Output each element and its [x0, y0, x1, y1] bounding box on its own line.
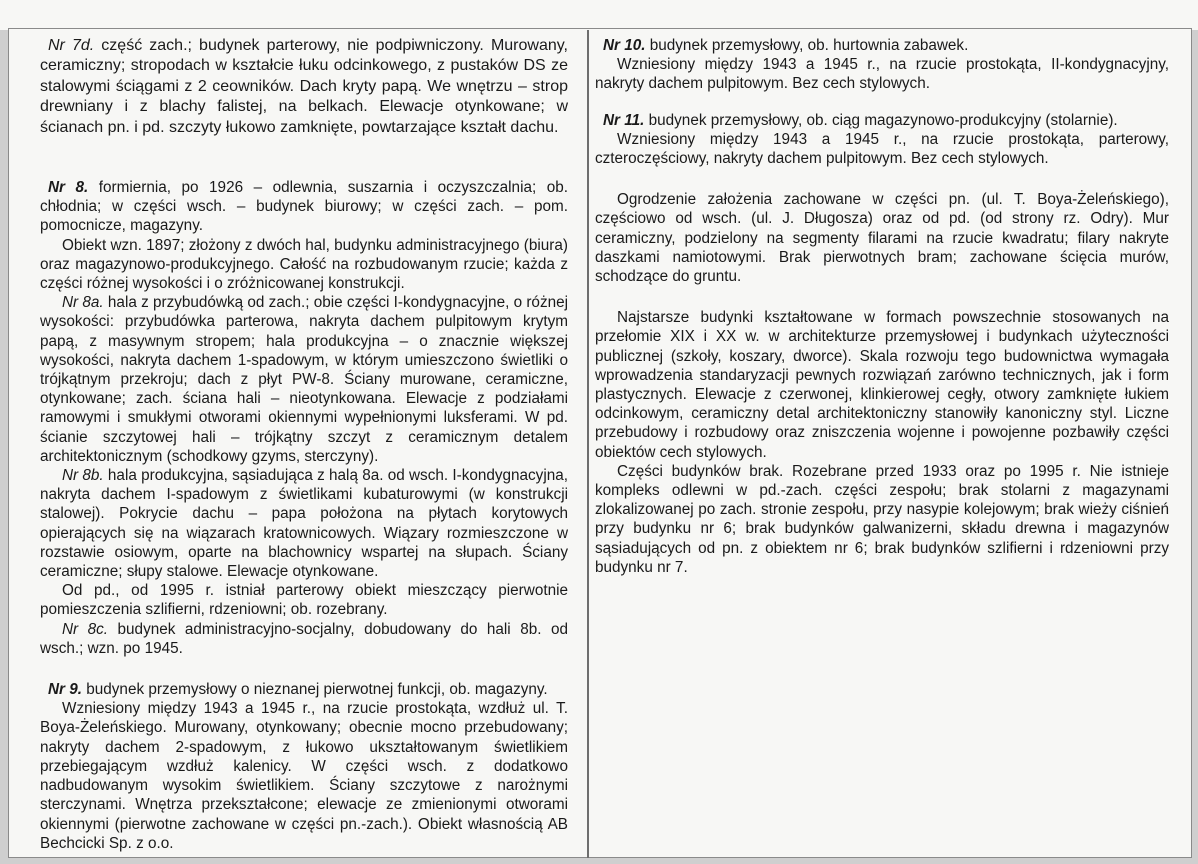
entry-nr10-desc: Wzniesiony między 1943 a 1945 r., na rzucie prostokąta, II-kondygnacyjny, nakryty dachem pulpitowym. Bez cech stylowych.: [595, 56, 1169, 93]
entry-text: hala produkcyjna, sąsiadująca z halą 8a. od wsch. I-kondygnacyjna, nakryta dachem I-spadowym z świetlikami kubaturowymi (w konstrukcji stalowej). Pokrycie dachu – papa położona na płytach korytowych opierających się na wiązarach kratownicowych. Wiązary rozmieszczone w rozstawie osiowym, oparte na blachownicy wspartej na słupach. Ściany ceramiczne; słupy stalowe. Elewacje otynkowane.: [40, 467, 568, 581]
entry-label: Nr 9.: [48, 681, 83, 699]
entry-label: Nr 8b.: [62, 467, 104, 485]
entry-nr8c: [40, 620, 568, 658]
entry-nr8b: [40, 466, 568, 581]
entry-text: hala z przybudówką od zach.; obie części I-kondygnacyjne, o różnej wysokości: przybudówka parterowa, nakryta dachem pulpitowym krytym papą, z masywnym stropem; hala produkcyjna – o znacznie większej wysokości, nakryta dachem 1-spadowym, w którym umieszczono świetliki o trójkątnym przekroju; dach z płyt PW-8. Ściany murowane, ceramiczne, otynkowane; zach. ściana hali – nieotynkowana. Elewacje z podziałami ramowymi i smukłymi otworami okiennymi wypełnionymi luksferami. W pd. ścianie szczytowej hali – trójkątny szczyt z ceramicznym detalem architektonicznym (schodkowy gzyms, sterczyny).: [40, 294, 569, 465]
left-column-lower: [40, 178, 568, 853]
entry-nr9-desc: Wzniesiony między 1943 a 1945 r., na rzucie prostokąta, wzdłuż ul. T. Boya-Żeleńskiego. Murowany, otynkowany; obecnie mocno przebudowany; nakryty dachem 2-spadowym, z łukowo ukształtowanym świetlikiem przebiegającym wzdłuż kalenicy. W części wsch. z dodatkowo nadbudowanym wysokim świetlikiem. Ściany szczytowe z narożnymi sterczynami. Wnętrza przekształcone; elewacje ze zmienionymi otworami okiennymi (pierwotne zachowane w części pn.-zach.). Obiekt własnością AB Bechcicki Sp. z o.o.: [40, 700, 568, 852]
paragraph-najstarsze: Najstarsze budynki kształtowane w formach powszechnie stosowanych na przełomie XIX i XX w. w architekturze przemysłowej i budynkach użyteczności publicznej (szkoły, koszary, dworce). Skala rozwoju tego budownictwa wymagała wprowadzenia standaryzacji pewnych rozwiązań zarówno technicznych, jak i form plastycznych. Elewacje z czerwonej, klinkierowej cegły, otwory zamknięte łukiem odcinkowym, ceramiczny detal architektoniczny stanowiły kanoniczny styl. Liczne przebudowy i rozbudowy oraz zniszczenia wojenne i powojenne pozbawiły części obiektów cech stylowych.: [595, 309, 1169, 461]
entry-nr10: [595, 36, 1169, 55]
entry-text: budynek przemysłowy, ob. ciąg magazynowo-produkcyjny (stolarnie).: [644, 111, 1118, 129]
entry-nr11: [595, 111, 1169, 130]
left-column: [40, 36, 568, 138]
spacer: [40, 658, 568, 680]
entry-text: budynek przemysłowy, ob. hurtownia zabawek.: [645, 37, 969, 54]
entry-label: Nr 10.: [603, 37, 646, 54]
entry-nr9: [40, 680, 568, 699]
spacer: [595, 94, 1169, 111]
entry-text: formiernia, po 1926 – odlewnia, suszarnia i oczyszczalnia; ob. chłodnia; w części wsch. – budynek biurowy; w części zach. – pom. pomocnicze, magazyny.: [40, 179, 568, 235]
entry-text: budynek administracyjno-socjalny, dobudowany do hali 8b. od wsch.; wzn. po 1945.: [40, 620, 568, 657]
entry-nr7d: [40, 36, 568, 138]
spacer: [595, 286, 1169, 308]
paragraph-czesci: Części budynków brak. Rozebrane przed 1933 oraz po 1995 r. Nie istnieje kompleks odlewni w pd.-zach. części zespołu; brak stolarni z magazynami zlokalizowanej po zach. stronie zespołu, przy nasypie kolejowym; brak wieży ciśnień przy budynku nr 6; brak budynków galwanizerni, składu drewna i magazynów sąsiadujących od pn. z obiektem nr 6; brak budynków szlifierni i rdzeniowni przy budynku nr 7.: [595, 462, 1169, 576]
entry-label: Nr 8c.: [62, 620, 109, 638]
entry-nr8a: [40, 293, 568, 466]
entry-nr11-desc: Wzniesiony między 1943 a 1945 r., na rzucie prostokąta, parterowy, czteroczęściowy, nakryty dachem pulpitowym. Bez cech stylowych.: [595, 130, 1169, 168]
entry-label: Nr 7d.: [48, 37, 95, 54]
entry-text: budynek przemysłowy o nieznanej pierwotnej funkcji, ob. magazyny.: [82, 681, 548, 699]
entry-nr8b-note: Od pd., od 1995 r. istniał parterowy obiekt mieszczący pierwotnie pomieszczenia szlifierni, rdzeniowni; ob. rozebrany.: [40, 582, 568, 619]
entry-label: Nr 8a.: [62, 294, 104, 312]
paragraph-ogrodzenie: Ogrodzenie założenia zachowane w części pn. (ul. T. Boya-Żeleńskiego), częściowo od wsch. (ul. J. Długosza) oraz od pd. (od strony rz. Odry). Mur ceramiczny, podzielony na segmenty filarami na rzucie kwadratu; filary nakryte daszkami namiotowymi. Brak pierwotnych bram; zachowane ścięcia murów, schodzące do gruntu.: [595, 191, 1169, 286]
entry-nr8: [40, 178, 568, 236]
column-divider: [587, 30, 589, 858]
top-strip: [0, 0, 1198, 30]
entry-label: Nr 8.: [48, 179, 89, 196]
entry-label: Nr 11.: [603, 111, 645, 129]
right-column: [595, 36, 1169, 577]
entry-nr8-desc: Obiekt wzn. 1897; złożony z dwóch hal, budynku administracyjnego (biura) oraz magazynowo-produkcyjnego. Całość na rozbudowanym rzucie; każda z części różnej wysokości i o zróżnicowanej konstrukcji.: [40, 236, 568, 293]
entry-text: część zach.; budynek parterowy, nie podpiwniczony. Murowany, ceramiczny; stropodach w kształcie łuku odcinkowego, z pustaków DS ze stalowymi ściągami z 2 ceowników. Dach kryty papą. We wnętrzu – strop drewniany i z blachy falistej, na belkach. Elewacje otynkowane; w ścianach pn. i pd. szczyty łukowo zamknięte, powtarzające kształt dachu.: [40, 37, 569, 136]
spacer: [595, 168, 1169, 190]
